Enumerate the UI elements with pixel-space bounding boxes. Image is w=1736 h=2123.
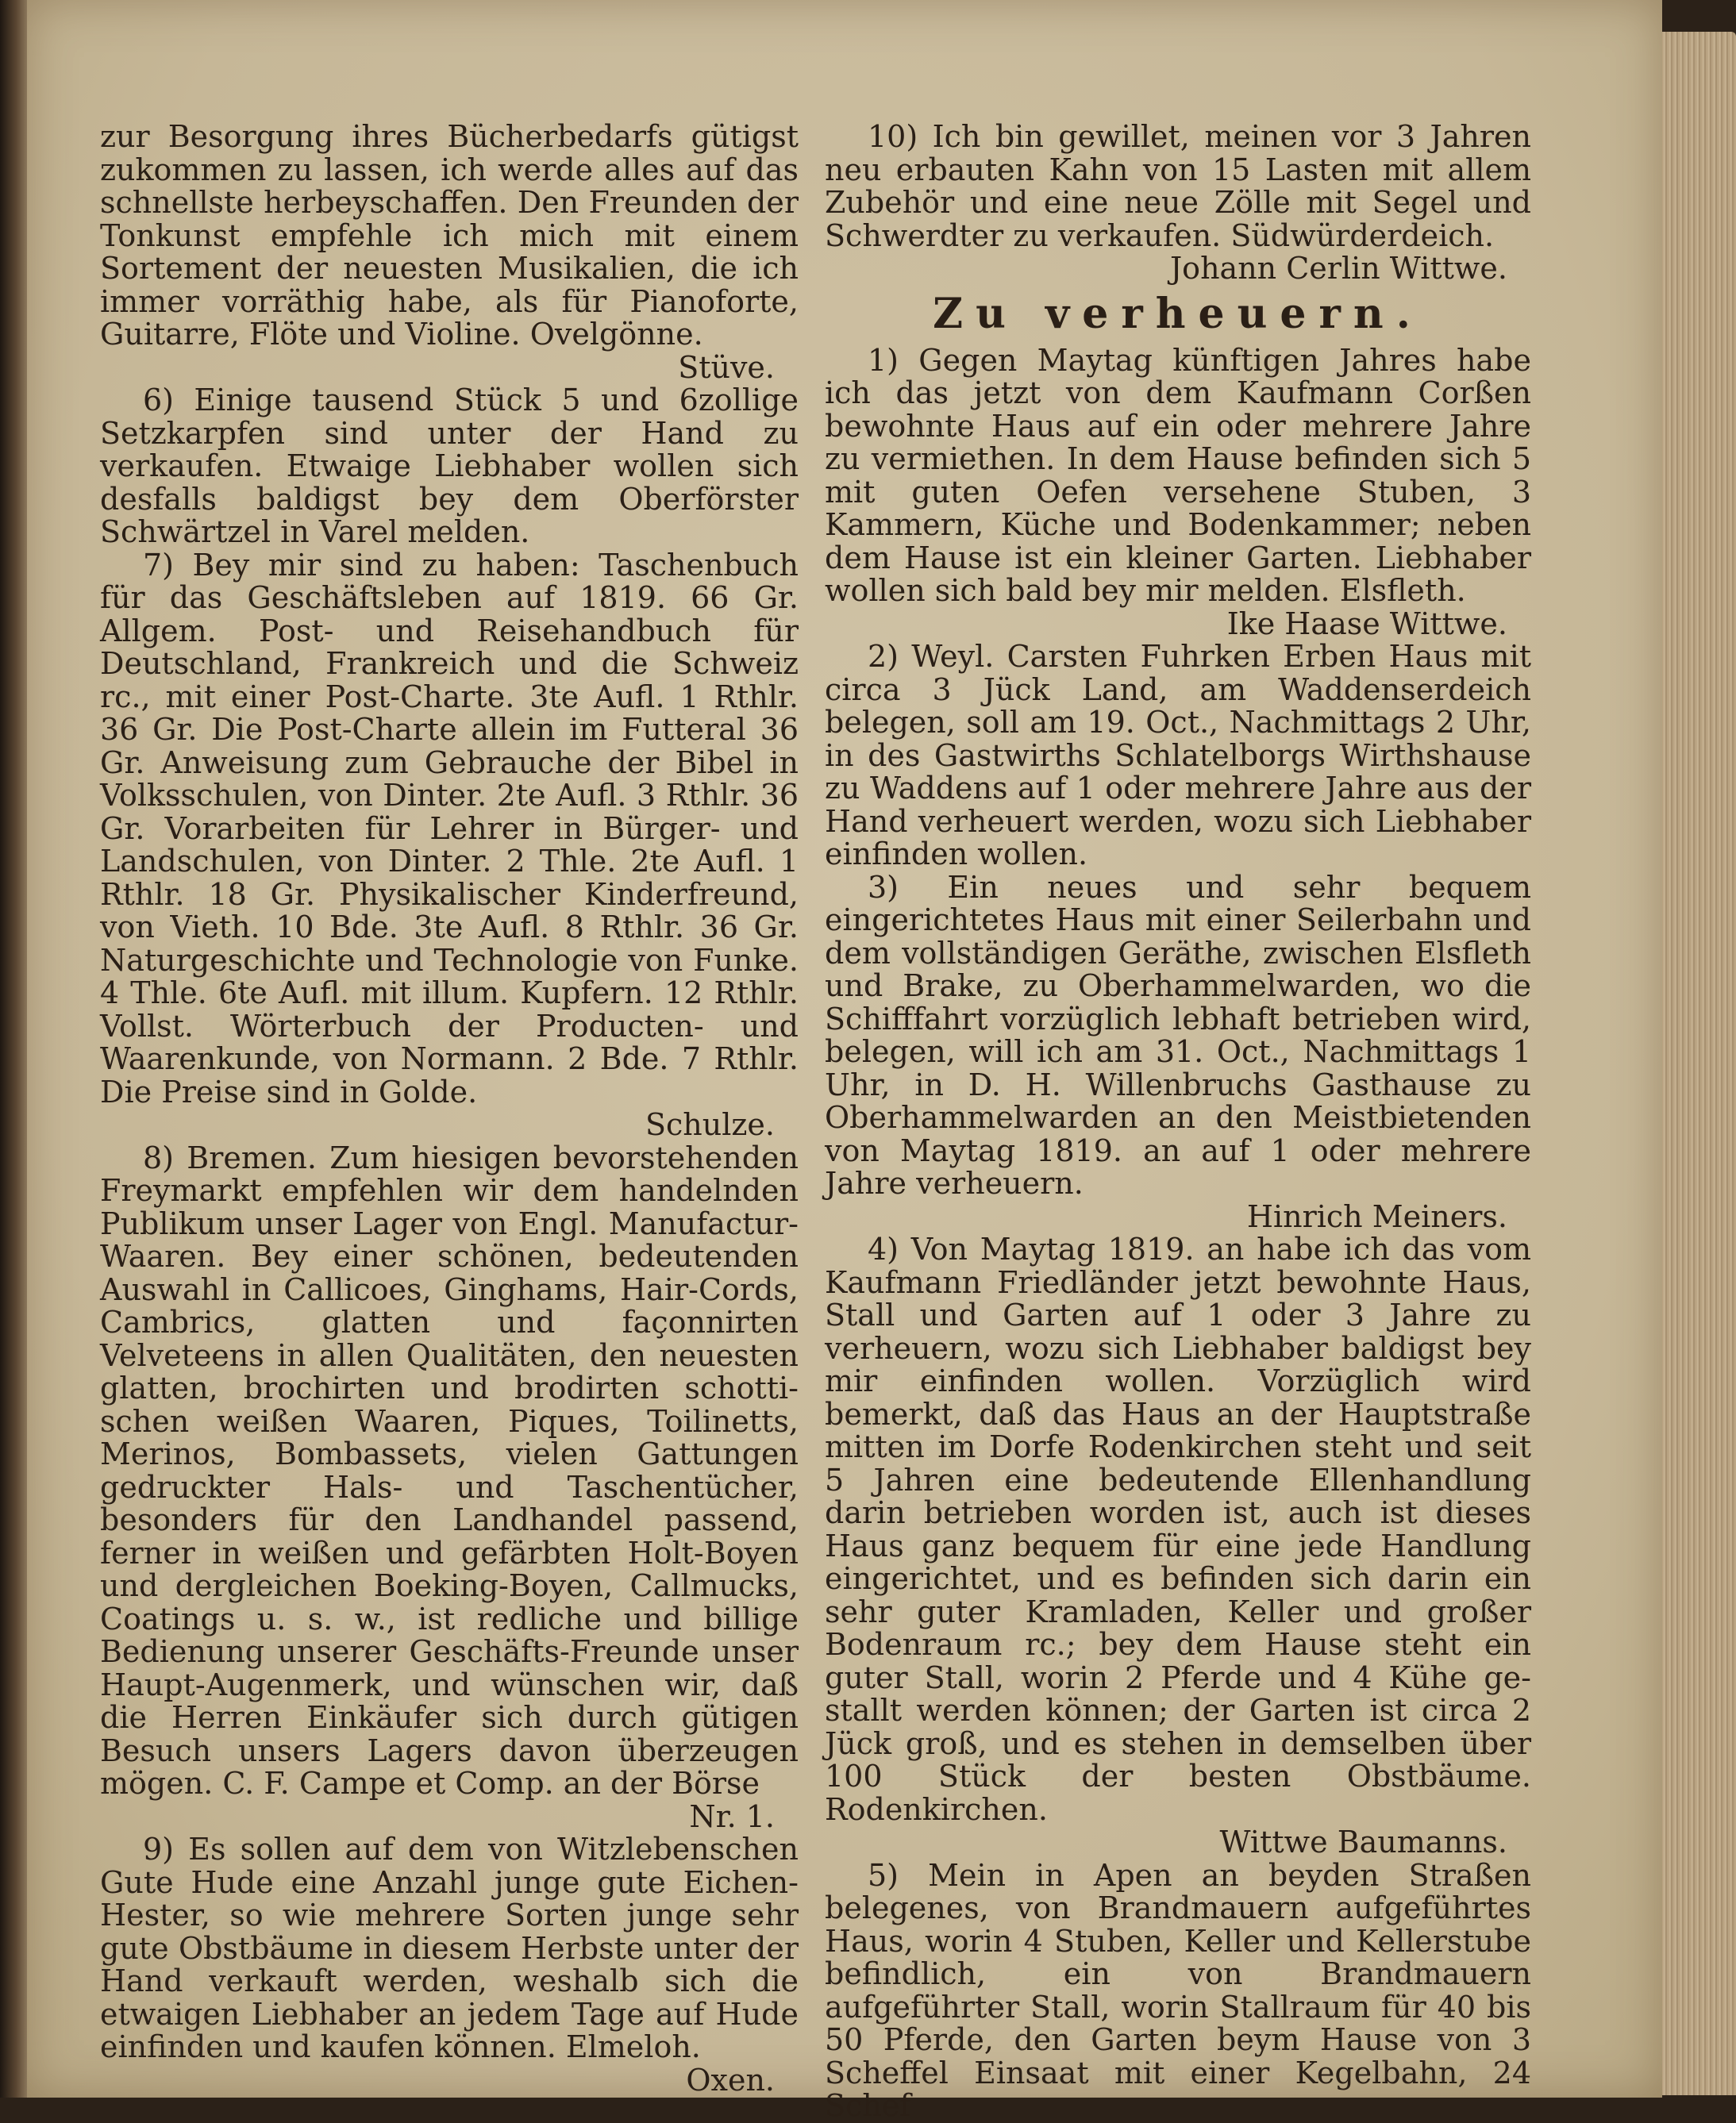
advert-signature: Oxen. (686, 2062, 775, 2098)
book-page (27, 0, 1662, 2123)
advert-text: 3) Ein neues und sehr bequem eingerichtetes Haus mit einer Seilerbahn und dem vollständigen Geräthe, zwischen Elsfleth und Brake, zu Oberhammelwarden, wo die Schifffahrt vorzüglich lebhaft betrieben wird, belegen, will ich am 31. Oct., Nachmittags 1 Uhr, in D. H. Willenbruchs Gasthause zu Oberhammelwarden an den Meistbietenden von Maytag 1819. an auf 1 oder mehrere Jahre verheuern. (825, 869, 1531, 1201)
advert-text: 2) Weyl. Carsten Fuhrken Erben Haus mit circa 3 Jück Land, am Waddenserdeich belegen, soll am 19. Oct., Nachmittags 2 Uhr, in des Gastwirths Schlatelborgs Wirthshause zu Waddens auf 1 oder mehrere Jahre aus der Hand verheuert werden, wozu sich Liebhaber einfinden wollen. (825, 639, 1531, 871)
section-heading: Zu verheuern. (933, 289, 1423, 338)
advert-signature: Johann Cerlin Wittwe. (1169, 251, 1507, 286)
advert-signature: Ike Haase Wittwe. (1226, 606, 1507, 641)
advert-text: 7) Bey mir sind zu haben: Taschenbuch für das Geschäftsleben auf 1819. 66 Gr. Allgem. Post- und Reisehandbuch für Deutschland, Frankreich und die Schweiz rc., mit einer Post-Charte. 3te Aufl. 1 Rthlr. 36 Gr. Die Post-Charte allein im Futteral 36 Gr. Anweisung zum Gebrauche der Bibel in Volksschulen, von Dinter. 2te Aufl. 3 Rthlr. 36 Gr. Vorarbeiten für Lehrer in Bürger- und Landschulen, von Dinter. 2 Thle. 2te Aufl. 1 Rthlr. 18 Gr. Physikalischer Kinderfreund, von Vieth. 10 Bde. 3te Aufl. 8 Rthlr. 36 Gr. Naturgeschichte und Technologie von Funke. 4 Thle. 6te Aufl. mit illum. Kupfern. 12 Rthlr. Vollst. Wörterbuch der Producten- und Waarenkunde, von Normann. 2 Bde. 7 Rthlr. Die Preise sind in Golde. (100, 547, 799, 1110)
left-column (100, 121, 799, 2097)
book-gutter (0, 0, 27, 2098)
advert-text: 9) Es sollen auf dem von Witzlebenschen Gute Hude eine Anzahl junge gute Eichen-Hester, so wie mehrere Sorten junge sehr gute Obstbäume in diesem Herbste unter der Hand verkauft werden, weshalb sich die etwaigen Liebhaber an jedem Tage auf Hude einfinden und kaufen können. Elmeloh. (100, 1832, 799, 2064)
advert-signature: Nr. 1. (689, 1798, 775, 1834)
advert-text: 10) Ich bin gewillet, meinen vor 3 Jahren neu erbauten Kahn von 15 Lasten mit allem Zubehör und eine neue Zölle mit Segel und Schwerdter zu verkaufen. Südwürderdeich. (825, 119, 1531, 253)
page-edges (1662, 32, 1736, 2095)
advert-text: 1) Gegen Maytag künftigen Jahres habe ich das jetzt von dem Kaufmann Corßen bewohnte Haus auf ein oder mehrere Jahre zu vermiethen. In dem Hause befinden sich 5 mit guten Oefen versehene Stuben, 3 Kammern, Küche und Bodenkammer; neben dem Hause ist ein kleiner Garten. Liebhaber wollen sich bald bey mir melden. Elsfleth. (825, 342, 1531, 608)
advert-text: 8) Bremen. Zum hiesigen bevorstehenden Freymarkt empfehlen wir dem handelnden Publikum unser Lager von Engl. Manufactur-Waaren. Bey einer schönen, bedeutenden Auswahl in Callicoes, Ginghams, Hair-Cords, Cambrics, glatten und façonnirten Velveteens in allen Qualitäten, den neuesten glatten, brochirten und brodirten schottischen weißen Waaren, Piques, Toilinetts, Merinos, Bombassets, vielen Gattungen gedruckter Hals- und Taschentücher, besonders für den Landhandel passend, ferner in weißen und gefärbten Holt-Boyen und dergleichen Boeking-Boyen, Callmucks, Coatings u. s. w., ist redliche und billige Bedienung unserer Geschäfts-Freunde unser Haupt-Augenmerk, und wünschen wir, daß die Herren Einkäufer sich durch gütigen Besuch unsers Lagers davon überzeugen mögen. C. F. Campe et Comp. an der Börse (100, 1140, 799, 1801)
right-column (825, 121, 1531, 2123)
advert-text: 4) Von Maytag 1819. an habe ich das vom Kaufmann Friedländer jetzt bewohnte Haus, Stall und Garten auf 1 oder 3 Jahre zu verheuern, wozu sich Liebhaber baldigst bey mir einfinden wollen. Vorzüglich wird bemerkt, daß das Haus an der Hauptstraße mitten im Dorfe Rodenkirchen steht und seit 5 Jahren eine bedeutende Ellenhandlung darin betrieben worden ist, auch ist dieses Haus ganz bequem für eine jede Handlung eingerichtet, und es befinden sich darin ein sehr guter Kramladen, Keller und großer Bodenraum rc.; bey dem Hause steht ein guter Stall, worin 2 Pferde und 4 Kühe gestallt werden können; der Garten ist circa 2 Jück groß, und es stehen in demselben über 100 Stück der besten Obstbäume. Rodenkirchen. (825, 1232, 1531, 1827)
advert-signature: Wittwe Baumanns. (1219, 1825, 1507, 1860)
advert-text: zur Besorgung ihres Bücherbedarfs gütigst zukommen zu lassen, ich werde alles auf das schnellste herbeyschaffen. Den Freunden der Tonkunst empfehle ich mich mit einem Sortement der neuesten Musikalien, die ich immer vorräthig habe, als für Pianoforte, Guitarre, Flöte und Violine. Ovelgönne. (100, 119, 799, 352)
advert-text: 5) Mein in Apen an beyden Straßen belegenes, von Brandmauern aufgeführtes Haus, worin 4 Stuben, Keller und Kellerstube befindlich, ein von Brandmauern aufgeführter Stall, worin Stallraum für 40 bis 50 Pferde, den Garten beym Hause von 3 Scheffel Einsaat mit einer Kegelbahn, 24 Schef (825, 1857, 1531, 2123)
advert-signature: Schulze. (645, 1107, 775, 1142)
advert-text: 6) Einige tausend Stück 5 und 6zollige Setzkarpfen sind unter der Hand zu verkaufen. Etwaige Liebhaber wollen sich desfalls baldigst bey dem Oberförster Schwärtzel in Varel melden. (100, 383, 799, 549)
advert-signature: Stüve. (678, 349, 775, 385)
advert-signature: Hinrich Meiners. (1246, 1198, 1507, 1234)
